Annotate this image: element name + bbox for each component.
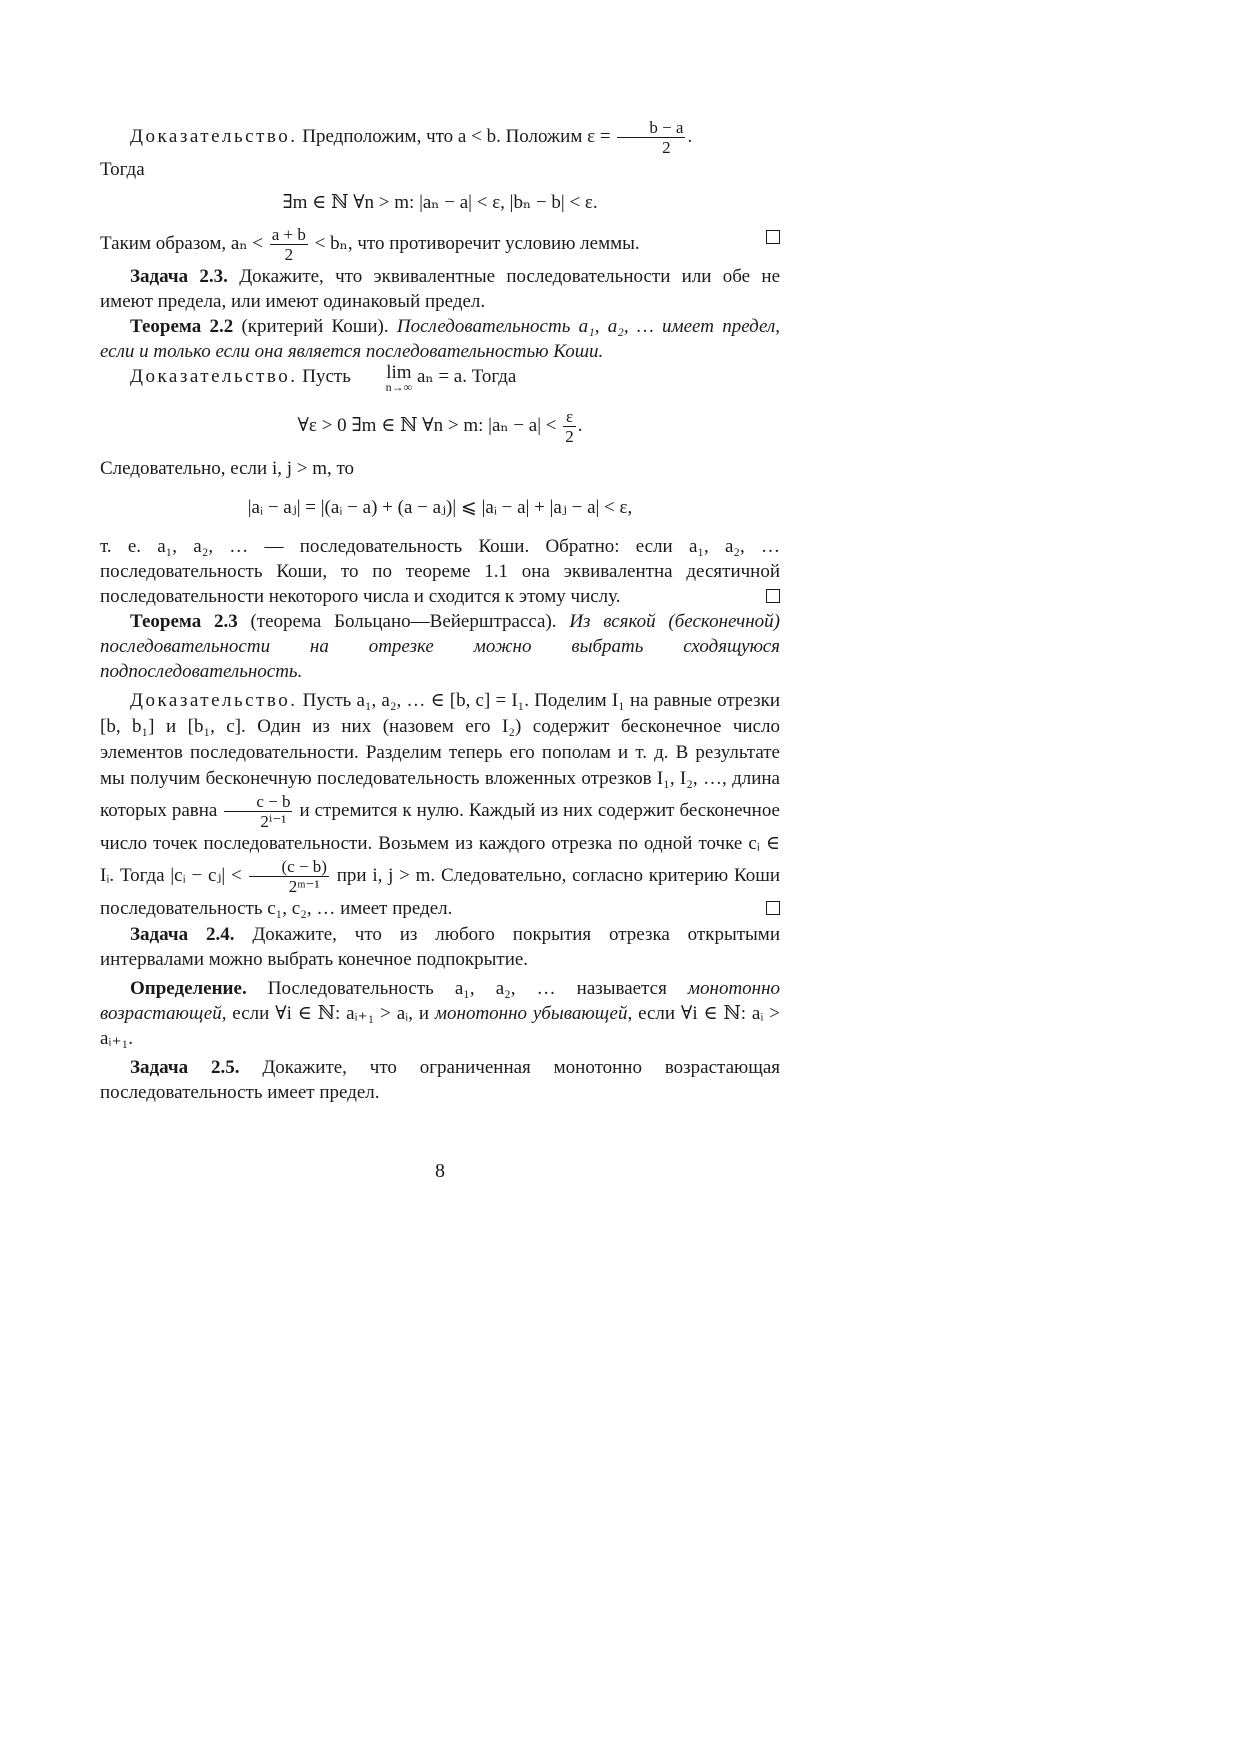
task-2-5 — [100, 1055, 780, 1105]
proof-conclusion — [100, 534, 780, 609]
task-2-4 — [100, 922, 780, 972]
qed-square-icon — [766, 230, 780, 244]
definition — [100, 976, 780, 1051]
qed-square-icon — [766, 589, 780, 603]
limit-word: lim — [386, 362, 412, 383]
proof-text: Пусть a₁, a₂, … ∈ [b, c] = I₁. Поделим I₁ на равные отрезки [b, b₁] и [b₁, c]. Один из них (назовем его I₂) содержит бесконечное число элементов последовательности. Разделим теперь его пополам и т. д. В результате мы получим бесконечную последовательность вложенных отрезков I₁, I₂, …, длина которых равна — [100, 690, 780, 821]
fraction — [249, 857, 328, 896]
proof-then: Тогда — [100, 159, 145, 180]
display-formula: |aᵢ − aⱼ| = |(aᵢ − a) + (a − aⱼ)| ⩽ |aᵢ − a| + |aⱼ − a| < ε, — [247, 497, 633, 518]
definition-term: монотонно возрастающей — [100, 978, 781, 1024]
proof-2-paragraph — [100, 364, 780, 393]
definition-term: монотонно убывающей — [434, 1003, 628, 1024]
formula-text: ∀ε > 0 ∃m ∈ ℕ ∀n > m: |aₙ − a| < — [297, 414, 557, 436]
fraction — [270, 225, 308, 264]
fraction-denominator: 2ᵐ⁻¹ — [288, 877, 320, 896]
fraction-numerator: ε — [563, 407, 576, 427]
fraction-numerator: b − a — [617, 118, 685, 138]
formula-text: . — [577, 414, 583, 436]
proof-text: при i, j > m. Следовательно, согласно критерию Коши последовательность c₁, c₂, … имеет предел. — [100, 864, 781, 919]
proof-3-paragraph — [100, 688, 780, 922]
definition-text: Последовательность a₁, a₂, … называется — [267, 978, 667, 999]
display-formula — [100, 407, 780, 446]
page-number: 8 — [435, 1160, 445, 1182]
proof-text: Пусть — [302, 366, 351, 387]
definition-text: , если ∀i ∈ ℕ: aᵢ₊₁ > aᵢ, и — [221, 1003, 430, 1024]
proof-label: Доказательство. — [130, 690, 298, 711]
limit-subscript: n→∞ — [385, 380, 413, 394]
conclusion-text: < bₙ, что противоречит условию леммы. — [314, 232, 640, 254]
theorem-2-3 — [100, 609, 780, 684]
conclusion-text: Таким образом, aₙ < — [100, 232, 264, 254]
theorem-paren: (критерий Коши). — [241, 316, 389, 337]
task-text: Докажите, что из любого покрытия отрезка открытыми интервалами можно выбрать конечное подпокрытие. — [100, 924, 780, 970]
task-2-3 — [100, 264, 780, 314]
task-text: Докажите, что эквивалентные последовательности или обе не имеют предела, или имеют одинаковый предел. — [100, 266, 780, 312]
fraction — [563, 407, 576, 446]
task-text: Докажите, что ограниченная монотонно возрастающая последовательность имеет предел. — [100, 1057, 781, 1103]
theorem-label: Теорема 2.2 — [130, 316, 234, 337]
theorem-2-2 — [100, 314, 780, 364]
display-formula: ∃m ∈ ℕ ∀n > m: |aₙ − a| < ε, |bₙ − b| < ε. — [282, 192, 598, 213]
proof-label: Доказательство. — [130, 366, 298, 387]
fraction — [617, 118, 685, 157]
fraction — [224, 792, 292, 831]
theorem-statement: Из всякой (бесконечной) последовательности на отрезке можно выбрать сходящуюся подпоследовательность. — [100, 611, 781, 682]
fraction-denominator: 2 — [662, 138, 671, 157]
definition-text: , если ∀i ∈ ℕ: aᵢ > aᵢ₊₁. — [100, 1003, 781, 1049]
conclusion-text: т. е. a₁, a₂, … — последовательность Коши. Обратно: если a₁, a₂, … последовательность Коши, то по теореме 1.1 она эквивалентна десятичной последовательности некоторого числа и сходится к этому числу. — [100, 536, 780, 607]
proof-1-paragraph — [100, 118, 780, 157]
fraction-denominator: 2 — [284, 245, 294, 264]
task-label: Задача 2.5. — [130, 1057, 240, 1078]
page-body — [100, 118, 780, 1105]
proof-conclusion — [100, 225, 780, 264]
limit-operator — [356, 364, 413, 393]
theorem-label: Теорема 2.3 — [130, 611, 238, 632]
theorem-statement: Последовательность a₁, a₂, … имеет предел, если и только если она является последовательностью Коши. — [100, 316, 781, 362]
fraction-denominator: 2ⁱ⁻¹ — [260, 812, 287, 831]
definition-label: Определение. — [130, 978, 247, 999]
proof-text: aₙ = a. Тогда — [416, 366, 517, 387]
proof-label: Доказательство. — [130, 125, 298, 147]
proof-text: Предположим, что a < b. Положим ε = — [302, 125, 611, 147]
proof-text: . — [687, 125, 693, 147]
qed-square-icon — [766, 901, 780, 915]
proof-text: и стремится к нулю. Каждый из них содержит бесконечное число точек последовательности. Возьмем из каждого отрезка по одной точке cᵢ ∈ Iᵢ. Тогда |cᵢ − cⱼ| < — [100, 799, 780, 886]
task-label: Задача 2.3. — [130, 266, 228, 287]
fraction-numerator: a + b — [271, 225, 306, 244]
proof-then: Следовательно, если i, j > m, то — [100, 458, 355, 479]
task-label: Задача 2.4. — [130, 924, 235, 945]
fraction-denominator: 2 — [565, 427, 574, 446]
fraction-numerator: c − b — [224, 792, 292, 812]
theorem-paren: (теорема Больцано—Вейерштрасса). — [250, 611, 557, 632]
fraction-numerator: (c − b) — [249, 857, 328, 877]
